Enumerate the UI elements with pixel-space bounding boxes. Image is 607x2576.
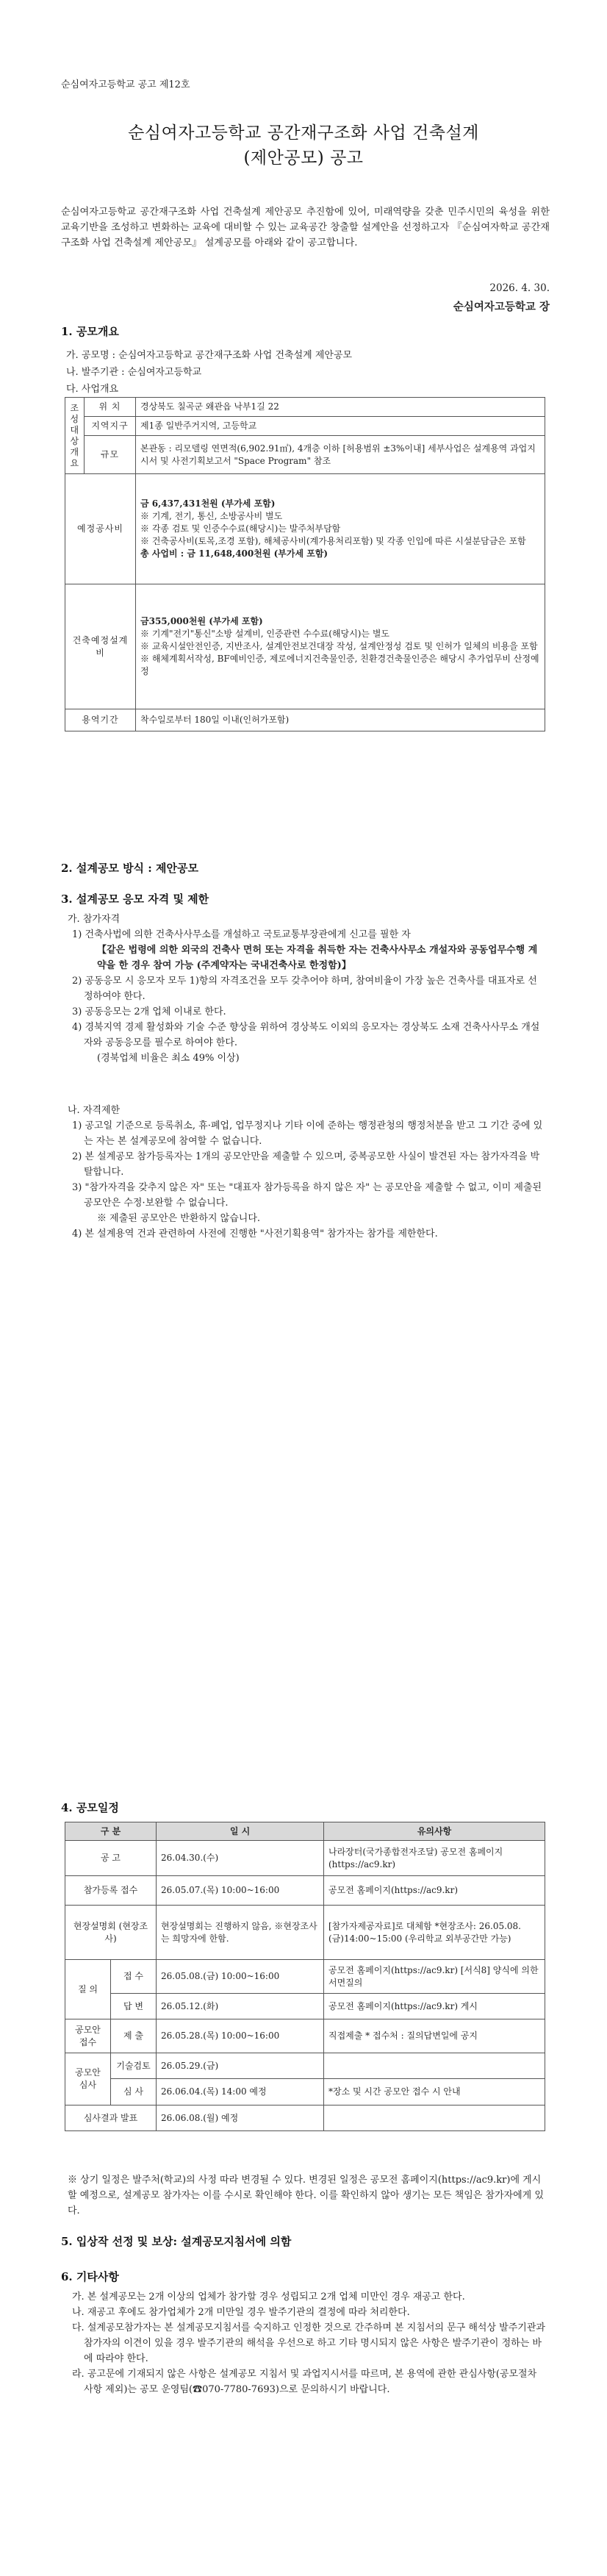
row-date: 26.05.28.(목) 10:00~16:00 (157, 2019, 324, 2053)
eligibility-item: 1) 건축사법에 의한 건축사사무소를 개설하고 국토교통부장관에게 신고를 필한 자 (72, 929, 411, 940)
other-item: 다. 설계공모참가자는 본 설계공모지침서를 숙지하고 인정한 것으로 간주하며 본 지침서의 문구 해석상 발주기관과 참가자의 이견이 있을 경우 발주기관의 해석을 우선으로 하고 기타 명시되지 않은 사항은 발주기관이 정하는 바에 따라야 한다. (72, 2322, 545, 2364)
eligibility-heading: 가. 참가자격 (68, 914, 121, 925)
cost-line: 금 6,437,431천원 (부가세 포함) (140, 498, 276, 509)
row-note: 공모전 홈페이지(https://ac9.kr) (324, 1876, 545, 1906)
cost-line: ※ 건축공사비(토목,조경 포함), 해체공사비(계가용처리포함) 및 각종 인입에 따른 시설분담금은 포함 (140, 536, 526, 546)
design-fee-line: 금355,000천원 (부가세 포함) (140, 616, 263, 626)
row-label: 심사결과 발표 (65, 2105, 157, 2131)
other-items-block (68, 2289, 545, 2397)
cost-line: ※ 기계, 전기, 통신, 소방공사비 별도 (140, 511, 283, 521)
section-3-title: 3. 설계공모 응모 자격 및 제한 (61, 892, 209, 906)
other-item: 나. 재공고 후에도 참가업체가 2개 미만일 경우 발주기관의 결정에 따라 처리한다. (72, 2307, 410, 2318)
restriction-heading: 나. 자격제한 (68, 1105, 121, 1116)
restriction-note: ※ 제출된 공모안은 반환하지 않습니다. (97, 1213, 261, 1224)
cost-total: 총 사업비 : 금 11,648,400천원 (부가세 포함) (140, 548, 328, 559)
col-header: 구 분 (65, 1822, 157, 1841)
page-subtitle: (제안공모) 공고 (243, 149, 364, 168)
restriction-item: 2) 본 설계공모 참가등록자는 1개의 공모안만을 제출할 수 있으며, 중복공모한 사실이 발견된 자는 참가자격을 박탈합니다. (72, 1151, 540, 1178)
row-label: 공 고 (65, 1841, 157, 1876)
row-date: 26.06.04.(목) 14:00 예정 (157, 2079, 324, 2105)
notice-number: 순심여자고등학교 공고 제12호 (61, 79, 190, 90)
row-date: 26.06.08.(월) 예정 (157, 2105, 324, 2131)
schedule-table (65, 1822, 545, 2131)
section-5-title: 5. 입상작 선정 및 보상: 설계공모지침서에 의함 (61, 2235, 292, 2248)
row-note: 나라장터(국가종합전자조달) 공모전 홈페이지(https://ac9.kr) (324, 1841, 545, 1876)
group-label: 공모안 접수 (65, 2019, 111, 2053)
issuer-name: 순심여자고등학교 장 (453, 301, 550, 313)
cost-label: 예정공사비 (65, 474, 136, 584)
ordering-agency: 나. 발주기관 : 순심여자고등학교 (66, 367, 202, 378)
restriction-block (68, 1103, 545, 1242)
other-item: 가. 본 설계공모는 2개 이상의 업체가 참가할 경우 성립되고 2개 업체 미만인 경우 재공고 한다. (72, 2291, 465, 2303)
row-label: 심 사 (111, 2079, 157, 2105)
scale-value: 본관동 : 리모델링 연면적(6,902.91㎡), 4개층 이하 [허용범위 ±3%이내] 세부사업은 설계용역 과업지시서 및 사전기획보고서 "Space Program" 참조 (136, 436, 545, 474)
intro-paragraph: 순심여자고등학교 공간재구조화 사업 건축설계 제안공모 추진함에 있어, 미래역량을 갖춘 민주시민의 육성을 위한 교육기반을 조성하고 변화하는 교육에 대비할 수 있는 교육공간 창출할 설계안을 선정하고자 『순심여자학교 공간재구조화 사업 건축설계 제안공모』 설계공모를 아래와 같이 공고합니다. (61, 207, 550, 248)
row-date: 26.04.30.(수) (157, 1841, 324, 1876)
restriction-item: 4) 본 설계용역 건과 관련하여 사전에 진행한 "사전기획용역" 참가자는 참가를 제한한다. (72, 1228, 438, 1239)
location-label: 위 치 (85, 398, 136, 417)
restriction-item: 1) 공고일 기준으로 등록취소, 휴·폐업, 업무정지나 기타 이에 준하는 행정관청의 행정처분을 받고 그 기간 중에 있는 자는 본 설계공모에 참여할 수 없습니다. (72, 1120, 543, 1147)
row-label: 접 수 (111, 1960, 157, 1994)
cost-line: ※ 각종 검토 및 인증수수료(해당시)는 발주처부담함 (140, 523, 341, 534)
row-note (324, 2105, 545, 2131)
col-header: 유의사항 (324, 1822, 545, 1841)
design-fee-line: ※ 기계"전기"통신"소방 설계비, 인증관련 수수료(해당시)는 별도 (140, 629, 390, 639)
row-date: 26.05.07.(목) 10:00~16:00 (157, 1876, 324, 1906)
design-fee-line: ※ 교육시설안전인증, 지반조사, 설계안전보건대장 작성, 설계안정성 검토 및 인허가 일체의 비용을 포함 (140, 641, 538, 651)
row-note: 직접제출 * 접수처 : 질의답변일에 공지 (324, 2019, 545, 2053)
section-1-title: 1. 공모개요 (61, 325, 119, 338)
row-date: 26.05.08.(금) 10:00~16:00 (157, 1960, 324, 1994)
row-note (324, 2053, 545, 2079)
group-label: 조성대상개요 (65, 398, 85, 474)
section-4-title: 4. 공모일정 (61, 1801, 119, 1814)
period-label: 용역기간 (65, 709, 136, 731)
row-date: 현장설명회는 진행하지 않음, ※현장조사는 희망자에 한함. (157, 1906, 324, 1960)
eligibility-item: 3) 공동응모는 2개 업체 이내로 한다. (72, 1006, 226, 1017)
page-title: 순심여자고등학교 공간재구조화 사업 건축설계 (128, 124, 479, 143)
eligibility-note: 【같은 법령에 의한 외국의 건축사 면허 또는 자격을 취득한 자는 건축사사무소 개설자와 공동업무수행 계약을 한 경우 참여 가능 (주계약자는 국내건축사로 한정함)】 (97, 945, 538, 971)
row-label: 답 변 (111, 1994, 157, 2019)
design-fee-line: ※ 해체계획서작성, BF예비인증, 제로에너지건축물인증, 친환경건축물인증은 해당시 추가업무비 산정예정 (140, 654, 539, 676)
col-header: 일 시 (157, 1822, 324, 1841)
row-note: 공모전 홈페이지(https://ac9.kr) [서식8] 양식에 의한 서면질의 (324, 1960, 545, 1994)
group-label: 질 의 (65, 1960, 111, 2019)
zone-label: 지역지구 (85, 417, 136, 436)
overview-table (65, 397, 545, 731)
eligibility-item: 4) 경북지역 경제 활성화와 기술 수준 향상을 위하여 경상북도 이외의 응모자는 경상북도 소재 건축사사무소 개설자와 공동응모를 필수로 하여야 한다. (72, 1022, 540, 1048)
row-label: 기술검토 (111, 2053, 157, 2079)
other-item: 라. 공고문에 기재되지 않은 사항은 설계공모 지침서 및 과업지시서를 따르며, 본 용역에 관한 관심사항(공모절차사항 제외)는 공모 운영팀(☎070-7780-7693)으로 문의하시기 바랍니다. (72, 2369, 537, 2395)
zone-value: 제1종 일반주거지역, 고등학교 (136, 417, 545, 436)
row-date: 26.05.29.(금) (157, 2053, 324, 2079)
project-overview-label: 다. 사업개요 (66, 384, 119, 395)
location-value: 경상북도 칠곡군 왜관읍 낙부1길 22 (136, 398, 545, 417)
row-note: [참가자제공자료]로 대체함 *현장조사: 26.05.08.(금)14:00~15:00 (우리학교 외부공간만 가능) (324, 1906, 545, 1960)
row-label: 현장설명회 (현장조사) (65, 1906, 157, 1960)
row-note: 공모전 홈페이지(https://ac9.kr) 게시 (324, 1994, 545, 2019)
row-note: *장소 및 시간 공모안 접수 시 안내 (324, 2079, 545, 2105)
design-fee-cell (136, 584, 545, 709)
section-2-title: 2. 설계공모 방식 : 제안공모 (61, 862, 198, 875)
row-date: 26.05.12.(화) (157, 1994, 324, 2019)
cost-cell (136, 474, 545, 584)
restriction-item: 3) "참가자격을 갖추지 않은 자" 또는 "대표자 참가등록을 하지 않은 자" 는 공모안을 제출할 수 없고, 이미 제출된 공모안은 수정·보완할 수 없습니다. (72, 1182, 542, 1209)
eligibility-item: 2) 공동응모 시 응모자 모두 1)항의 자격조건을 모두 갖추어야 하며, 참여비율이 가장 높은 건축사를 대표자로 선정하여야 한다. (72, 976, 537, 1002)
scale-label: 규모 (85, 436, 136, 474)
group-label: 공모안 심사 (65, 2053, 111, 2105)
contest-name: 가. 공모명 : 순심여자고등학교 공간재구조화 사업 건축설계 제안공모 (66, 350, 353, 361)
row-label: 참가등록 접수 (65, 1876, 157, 1906)
notice-date: 2026. 4. 30. (489, 282, 550, 294)
section-6-title: 6. 기타사항 (61, 2270, 119, 2283)
period-value: 착수일로부터 180일 이내(인허가포함) (136, 709, 545, 731)
schedule-footnote: ※ 상기 일정은 발주처(학교)의 사정 따라 변경될 수 있다. 변경된 일정은 공모전 홈페이지(https://ac9.kr)에 게시할 예정으로, 설계공모 참가자는 이를 수시로 확인해야 한다. 이를 확인하지 않아 생기는 모든 책임은 참가자에게 있다. (68, 2175, 544, 2217)
eligibility-block (68, 912, 545, 1066)
eligibility-note: (경북업체 비율은 최소 49% 이상) (97, 1053, 240, 1064)
row-label: 제 출 (111, 2019, 157, 2053)
design-fee-label: 건축예정설계비 (65, 584, 136, 709)
